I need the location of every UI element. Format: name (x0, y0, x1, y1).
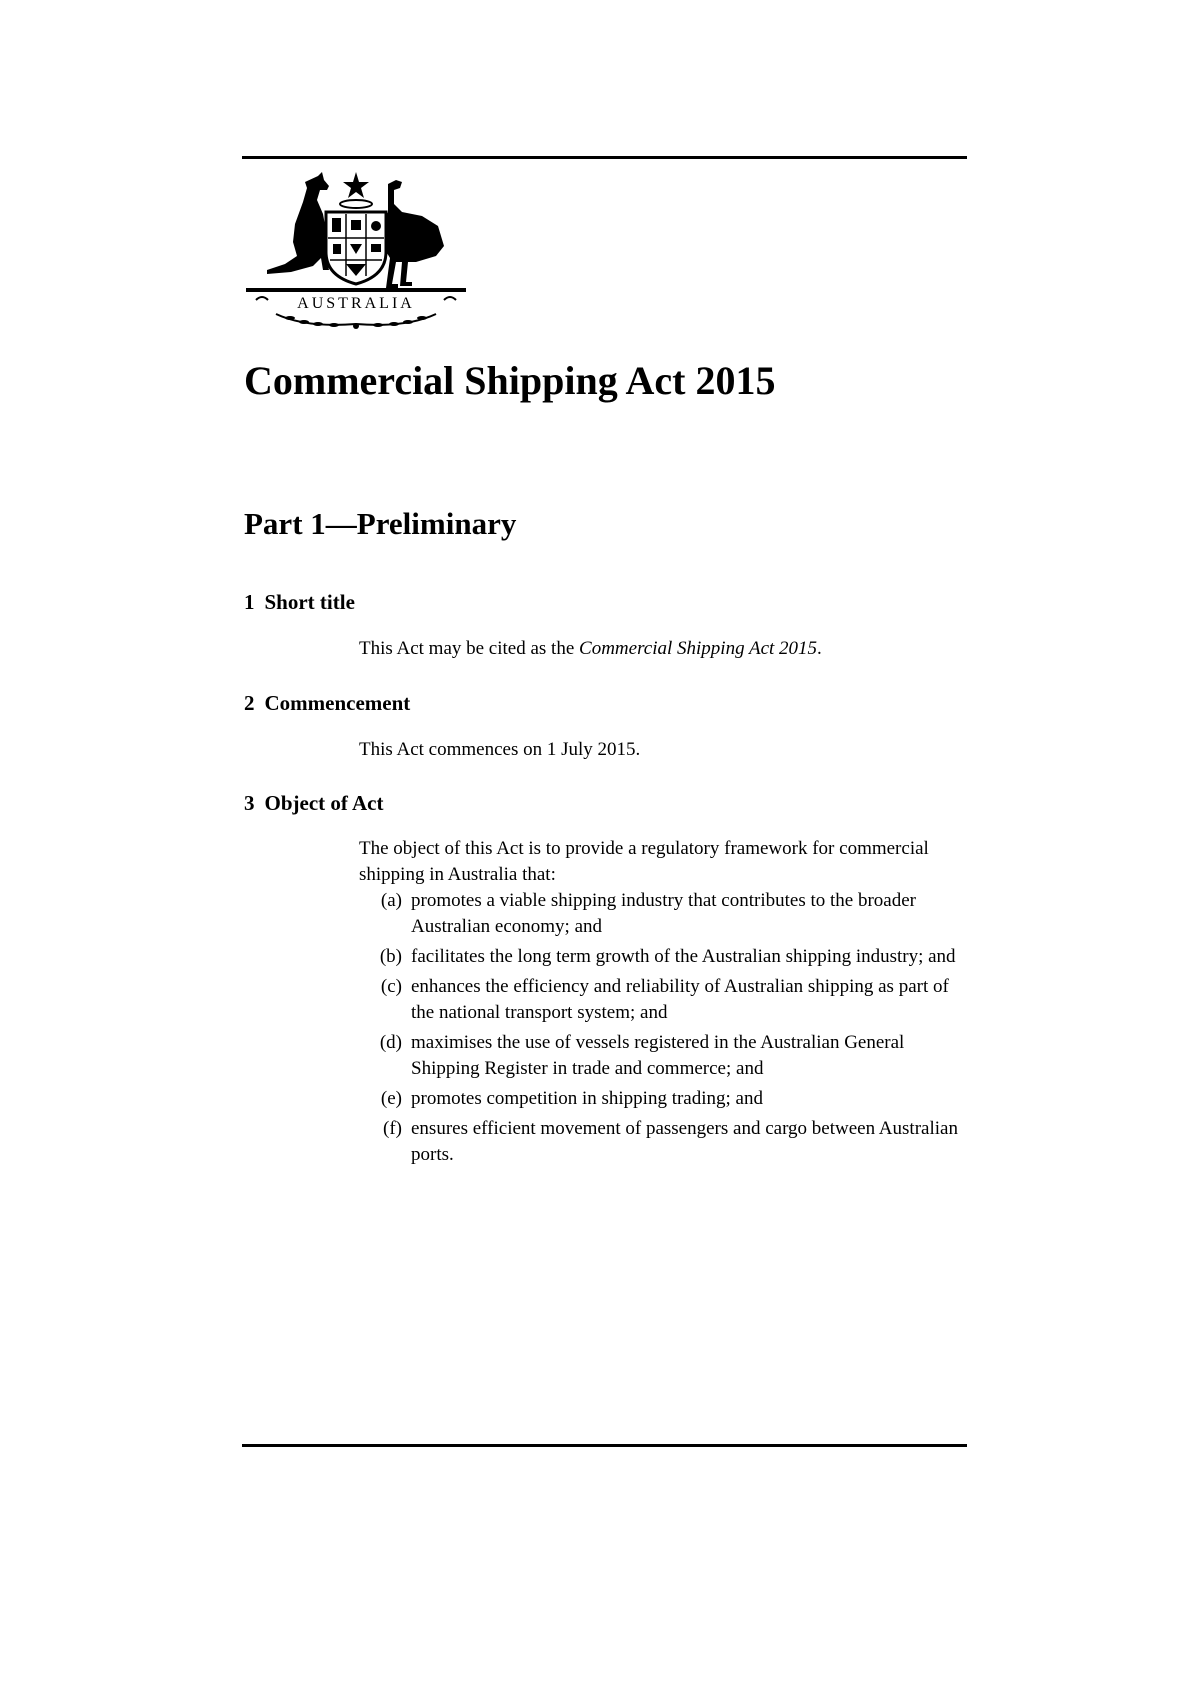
section-2-heading (244, 691, 410, 716)
section-title: Short title (264, 590, 355, 614)
section-3-heading (244, 791, 383, 816)
paragraph-item (359, 1086, 959, 1112)
paragraph-text: ensures efficient movement of passengers and cargo between Australian ports. (411, 1118, 958, 1165)
paragraph-marker: (c) (380, 976, 402, 997)
top-rule (242, 156, 967, 159)
paragraph-marker: (b) (379, 946, 402, 967)
section-2-body: This Act commences on 1 July 2015. (359, 739, 641, 760)
section-3-paragraphs (359, 888, 959, 1172)
crest-label: AUSTRALIA (297, 295, 415, 312)
paragraph-text: facilitates the long term growth of the Australian shipping industry; and (411, 946, 956, 967)
paragraph-marker: (e) (380, 1088, 402, 1109)
paragraph-item (359, 974, 959, 1026)
section-3-intro: The object of this Act is to provide a regulatory framework for commercial shipping in Australia that: (359, 838, 929, 885)
part-heading: Part 1—Preliminary (244, 506, 517, 541)
paragraph-text: promotes a viable shipping industry that contributes to the broader Australian economy; and (411, 890, 916, 937)
paragraph-marker: (a) (380, 890, 402, 911)
body-text-run: . (817, 638, 822, 659)
act-title: Commercial Shipping Act 2015 (244, 358, 776, 403)
section-number: 1 (244, 590, 255, 614)
paragraph-text: maximises the use of vessels registered in the Australian General Shipping Register in trade and commerce; and (411, 1032, 905, 1079)
section-title: Object of Act (264, 791, 384, 815)
section-title: Commencement (264, 691, 411, 715)
coat-of-arms-icon (246, 172, 466, 330)
paragraph-item (359, 1116, 959, 1168)
bottom-rule (242, 1444, 967, 1447)
act-citation: Commercial Shipping Act 2015 (579, 638, 818, 659)
section-number: 3 (244, 791, 255, 815)
section-number: 2 (244, 691, 255, 715)
body-text-run: This Act may be cited as the (359, 638, 580, 659)
paragraph-marker: (d) (379, 1032, 402, 1053)
paragraph-text: enhances the efficiency and reliability of Australian shipping as part of the national transport system; and (411, 976, 949, 1023)
paragraph-text: promotes competition in shipping trading; and (411, 1088, 763, 1109)
paragraph-item (359, 888, 959, 940)
paragraph-marker: (f) (383, 1118, 402, 1139)
section-1-body (359, 636, 959, 662)
section-1-heading (244, 590, 355, 615)
paragraph-item (359, 944, 959, 970)
paragraph-item (359, 1030, 959, 1082)
